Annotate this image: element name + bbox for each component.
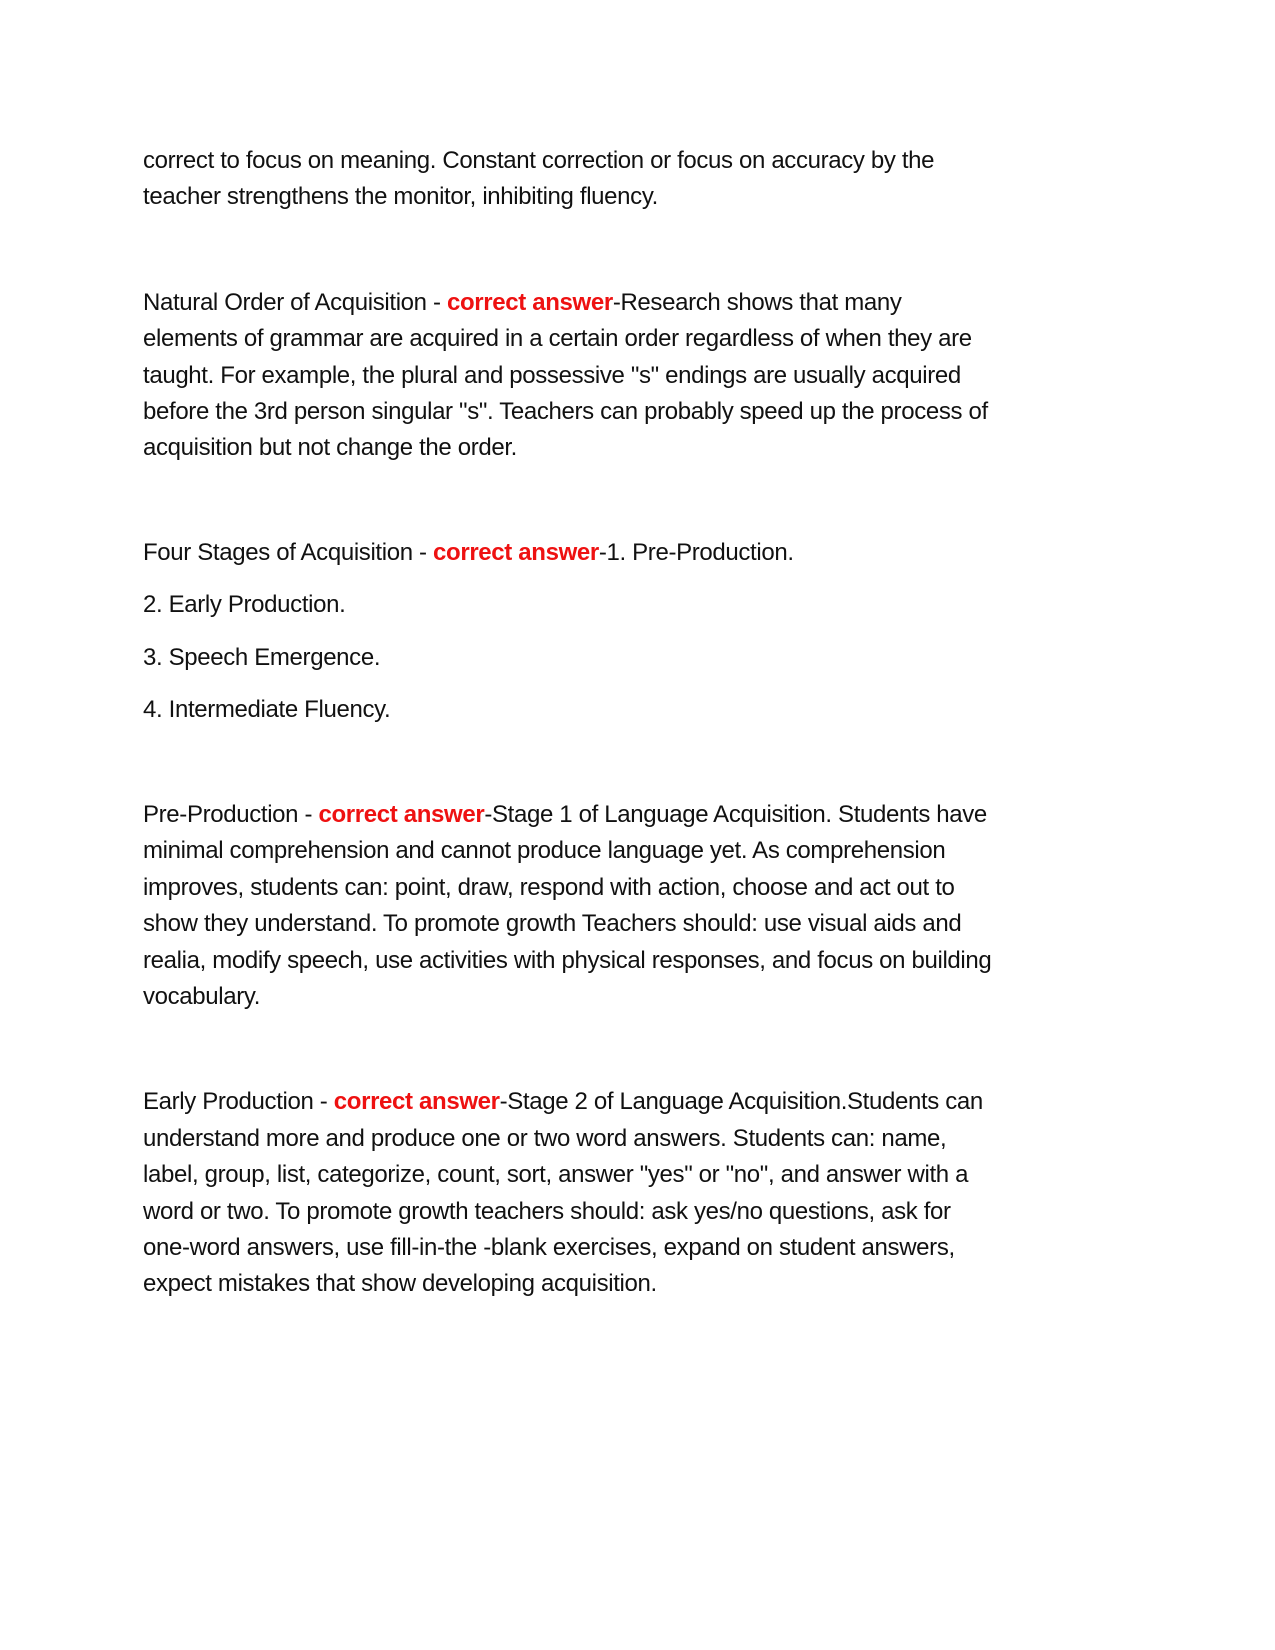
text-line: expect mistakes that show developing acquisition. — [143, 1270, 657, 1297]
entry-first-line — [143, 288, 902, 318]
entry-first-line — [143, 538, 794, 568]
text-line: understand more and produce one or two word answers. Students can: name, — [143, 1125, 947, 1152]
entry-definition-start: -Research shows that many — [612, 289, 902, 316]
entry-definition-start: -1. Pre-Production. — [598, 539, 794, 566]
text-line: vocabulary. — [143, 983, 261, 1010]
correct-answer-marker: correct answer — [446, 289, 613, 316]
entry-term: Early Production - — [143, 1088, 334, 1115]
text-line: one-word answers, use fill-in-the -blank exercises, expand on student answers, — [143, 1234, 955, 1261]
text-line: correct to focus on meaning. Constant correction or focus on accuracy by the — [143, 147, 935, 174]
text-line: teacher strengthens the monitor, inhibiting fluency. — [143, 183, 659, 210]
entry-definition-start: -Stage 2 of Language Acquisition.Students can — [499, 1088, 983, 1115]
text-line: word or two. To promote growth teachers should: ask yes/no questions, ask for — [143, 1198, 951, 1225]
text-line: realia, modify speech, use activities with physical responses, and focus on building — [143, 947, 992, 974]
entry-term: Natural Order of Acquisition - — [143, 289, 447, 316]
stage-list-item: 2. Early Production. — [143, 591, 346, 618]
text-line: elements of grammar are acquired in a certain order regardless of when they are — [143, 325, 972, 352]
stage-list-item: 3. Speech Emergence. — [143, 644, 381, 671]
entry-first-line — [143, 800, 987, 830]
entry-term: Four Stages of Acquisition - — [143, 539, 434, 566]
correct-answer-marker: correct answer — [333, 1088, 500, 1115]
stage-list-item: 4. Intermediate Fluency. — [143, 696, 391, 723]
text-line: label, group, list, categorize, count, sort, answer "yes" or "no", and answer with a — [143, 1161, 969, 1188]
text-line: taught. For example, the plural and possessive "s" endings are usually acquired — [143, 362, 961, 389]
entry-term: Pre-Production - — [143, 801, 319, 828]
entry-definition-start: -Stage 1 of Language Acquisition. Students have — [484, 801, 987, 828]
entry-first-line — [143, 1087, 983, 1117]
correct-answer-marker: correct answer — [433, 539, 599, 566]
text-line: before the 3rd person singular "s". Teachers can probably speed up the process of — [143, 398, 988, 425]
text-line: improves, students can: point, draw, respond with action, choose and act out to — [143, 874, 955, 901]
text-line: show they understand. To promote growth Teachers should: use visual aids and — [143, 910, 962, 937]
correct-answer-marker: correct answer — [318, 801, 485, 828]
text-line: acquisition but not change the order. — [143, 434, 517, 461]
text-line: minimal comprehension and cannot produce language yet. As comprehension — [143, 837, 946, 864]
